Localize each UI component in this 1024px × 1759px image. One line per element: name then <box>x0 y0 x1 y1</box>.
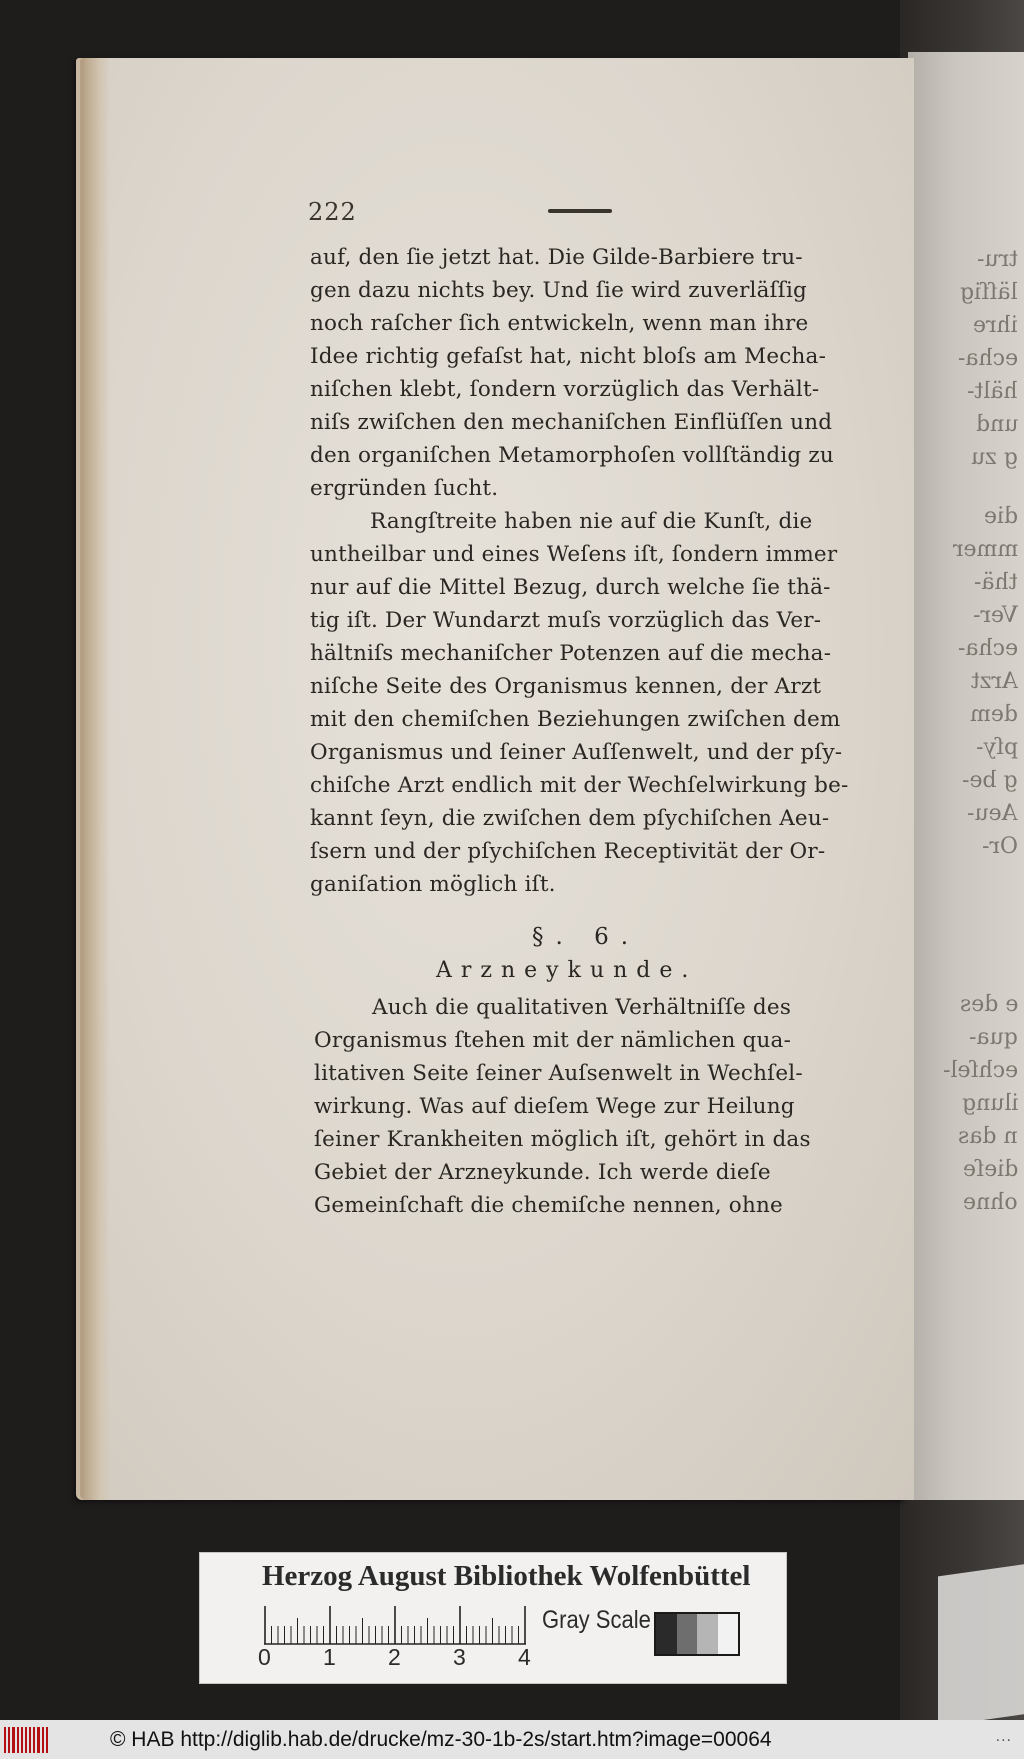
ghost-text-fragment: dieſe <box>962 1157 1018 1182</box>
ghost-text-fragment: thä- <box>974 570 1018 595</box>
text-line: niſchen klebt, ſondern vorzüglich das Verhält- <box>310 377 820 402</box>
ghost-text-fragment: tru- <box>977 247 1018 272</box>
text-line: untheilbar und eines Weſens iſt, ſondern immer <box>310 542 838 567</box>
ghost-text-fragment: läſſig <box>960 280 1018 305</box>
text-line: noch raſcher ſich entwickeln, wenn man ihre <box>310 311 809 336</box>
text-line: gen dazu nichts bey. Und ſie wird zuverläſſig <box>310 278 808 303</box>
hab-logo-icon <box>4 1727 48 1753</box>
section-text-line: Gebiet der Arzneykunde. Ich werde dieſe <box>314 1160 771 1185</box>
ghost-text-fragment: e des <box>959 992 1018 1017</box>
text-line: den organiſchen Metamorphoſen vollſtändig zu <box>310 443 834 468</box>
text-line: mit den chemiſchen Beziehungen zwiſchen dem <box>310 707 841 732</box>
ghost-text-fragment: Aeu- <box>967 801 1018 826</box>
text-line: chiſche Arzt endlich mit der Wechſelwirkung be- <box>310 773 849 798</box>
ghost-text-fragment: ohne <box>963 1190 1018 1215</box>
text-line: Idee richtig gefaſst hat, nicht bloſs am Mecha- <box>310 344 827 369</box>
section-text-line: Auch die qualitativen Verhältniſſe des <box>372 995 792 1020</box>
text-line: Organismus und ſeiner Auſſenwelt, und der pſy- <box>310 740 843 765</box>
text-line: ganiſation möglich iſt. <box>310 872 556 897</box>
section-mark: §. 6. <box>532 924 641 950</box>
section-text-line: Gemeinſchaft die chemiſche nennen, ohne <box>314 1193 783 1218</box>
footer-source-link[interactable]: © HAB http://diglib.hab.de/drucke/mz-30-1b-2s/start.htm?image=00064 <box>110 1727 772 1751</box>
ruler-number: 4 <box>518 1644 531 1670</box>
adjacent-card <box>938 1564 1024 1727</box>
ghost-text-fragment: echa- <box>957 346 1018 371</box>
footer-bar <box>0 1720 1024 1759</box>
gray-swatch-cell <box>697 1614 718 1654</box>
more-icon[interactable]: ... <box>995 1728 1012 1745</box>
gray-scale-swatch <box>654 1612 740 1656</box>
ghost-text-fragment: qua- <box>969 1025 1018 1050</box>
text-line: hältniſs mechaniſcher Potenzen auf die mecha- <box>310 641 832 666</box>
ruler-numbers <box>256 1644 536 1674</box>
text-line: auf, den ſie jetzt hat. Die Gilde-Barbiere tru- <box>310 245 803 270</box>
ghost-text-fragment: die <box>983 504 1018 529</box>
ruler-number: 1 <box>323 1644 336 1670</box>
text-line: niſche Seite des Organismus kennen, der Arzt <box>310 674 822 699</box>
ghost-text-fragment: ihre <box>973 313 1018 338</box>
text-line: niſs zwiſchen den mechaniſchen Einflüſſen und <box>310 410 833 435</box>
ruler-number: 3 <box>453 1644 466 1670</box>
ghost-text-fragment: Arzt <box>971 669 1018 694</box>
text-line: ſsern und der pſychiſchen Receptivität der Or- <box>310 839 826 864</box>
next-page-edge <box>908 52 1024 1500</box>
page-number: 222 <box>308 198 357 226</box>
ghost-text-fragment: echa- <box>957 636 1018 661</box>
ghost-text-fragment: und <box>975 412 1018 437</box>
ghost-text-fragment: pſy- <box>975 735 1018 760</box>
page-edge-shadow <box>84 58 110 1500</box>
section-text-line: ſeiner Krankheiten möglich iſt, gehört in das <box>314 1127 811 1152</box>
gray-swatch-cell <box>718 1614 739 1654</box>
ghost-text-fragment: g zu <box>971 445 1018 470</box>
ghost-text-fragment: Or- <box>982 834 1018 859</box>
ghost-text-fragment: mmer <box>952 537 1018 562</box>
section-text-line: wirkung. Was auf dieſem Wege zur Heilung <box>314 1094 795 1119</box>
ghost-text-fragment: ilung <box>961 1091 1018 1116</box>
text-line: tig iſt. Der Wundarzt muſs vorzüglich das Ver- <box>310 608 822 633</box>
text-line: ergründen ſucht. <box>310 476 499 501</box>
ghost-text-fragment: n das <box>958 1124 1018 1149</box>
ghost-text-fragment: echſel- <box>942 1058 1018 1083</box>
ghost-text-fragment: g be- <box>962 768 1018 793</box>
header-rule <box>548 209 612 213</box>
text-line: nur auf die Mittel Bezug, durch welche ſie thä- <box>310 575 831 600</box>
gray-scale-label: Gray Scale <box>542 1606 651 1634</box>
ghost-text-fragment: dem <box>970 702 1018 727</box>
section-text-line: litativen Seite ſeiner Auſsenwelt in Wechſel- <box>314 1061 803 1086</box>
gray-swatch-cell <box>677 1614 698 1654</box>
text-line: Rangſtreite haben nie auf die Kunſt, die <box>370 509 813 534</box>
section-text-line: Organismus ſtehen mit der nämlichen qua- <box>314 1028 792 1053</box>
section-title: Arzneykunde. <box>436 958 698 983</box>
gray-swatch-cell <box>656 1614 677 1654</box>
ghost-text-fragment: hält- <box>967 379 1018 404</box>
text-line: kannt ſeyn, die zwiſchen dem pſychiſchen Aeu- <box>310 806 830 831</box>
ghost-text-fragment: Ver- <box>973 603 1018 628</box>
ruler-number: 2 <box>388 1644 401 1670</box>
measurement-ruler <box>264 1604 526 1648</box>
ruler-number: 0 <box>258 1644 271 1670</box>
library-name: Herzog August Bibliothek Wolfenbüttel <box>262 1560 751 1592</box>
